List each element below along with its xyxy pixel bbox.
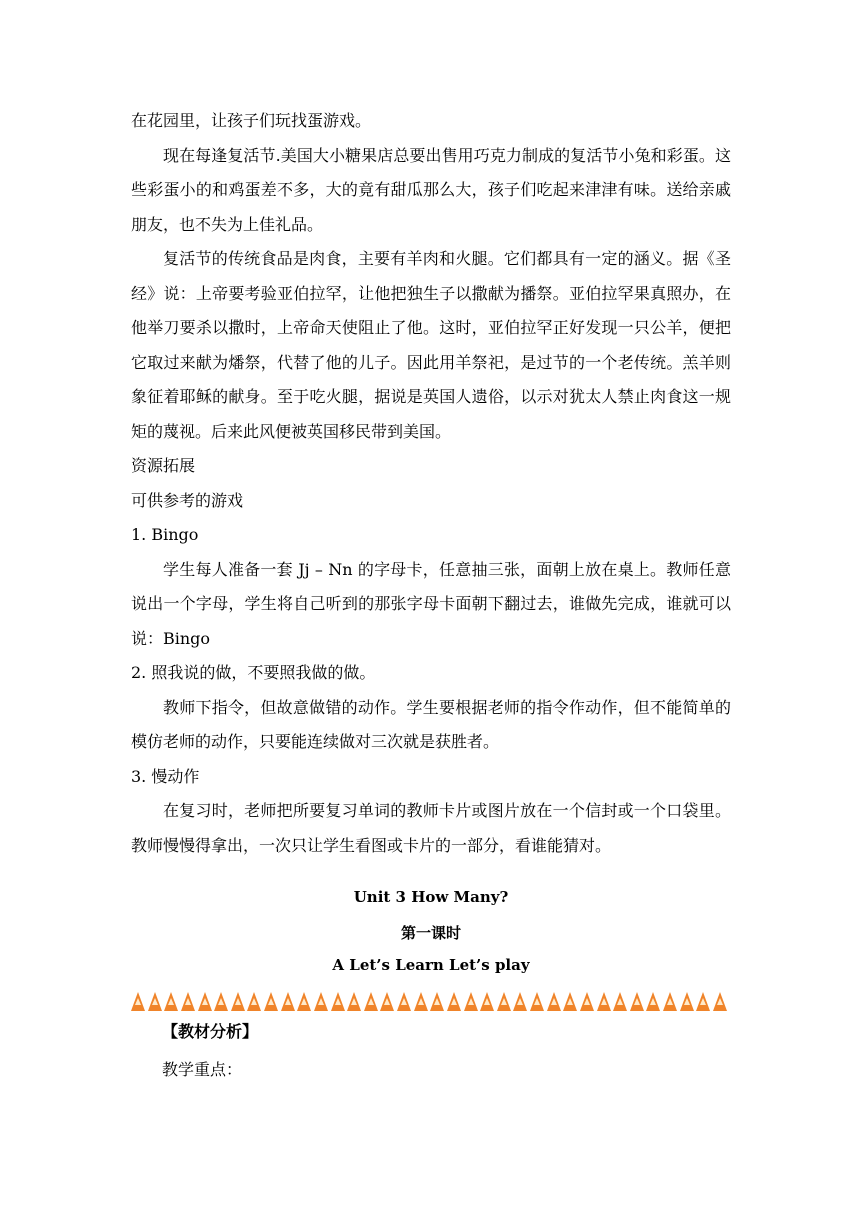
border-triangle	[297, 992, 311, 1011]
border-triangle	[630, 992, 644, 1011]
game2-body: 教师下指令，但故意做错的动作。学生要根据老师的指令作动作，但不能简单的模仿老师的动作，只要能连续做对三次就是获胜者。	[131, 697, 731, 751]
border-triangle	[547, 992, 561, 1011]
section-label-textbook-analysis: 【教材分析】	[162, 1022, 259, 1041]
game3-body: 在复习时，老师把所要复习单词的教师卡片或图片放在一个信封或一个口袋里。教师慢慢得拿出，一次只让学生看图或卡片的一部分，看谁能猜对。	[131, 801, 731, 855]
border-triangle	[231, 992, 245, 1011]
paragraph-easter-candy: 现在每逢复活节.美国大小糖果店总要出售用巧克力制成的复活节小兔和彩蛋。这些彩蛋小的和鸡蛋差不多，大的竟有甜瓜那么大，孩子们吃起来津津有味。送给亲戚朋友，也不失为上佳礼品。	[131, 145, 731, 234]
border-triangle	[131, 992, 145, 1011]
border-triangle	[414, 992, 428, 1011]
border-triangle	[364, 992, 378, 1011]
border-triangle	[164, 992, 178, 1011]
body-text-top	[131, 104, 731, 863]
games-heading: 可供参考的游戏	[131, 490, 244, 510]
border-triangle	[264, 992, 278, 1011]
border-triangle	[347, 992, 361, 1011]
border-triangle	[247, 992, 261, 1011]
border-triangle	[513, 992, 527, 1011]
game2-title: 2. 照我说的做，不要照我做的做。	[131, 663, 376, 682]
border-triangle	[530, 992, 544, 1011]
border-triangle	[380, 992, 394, 1011]
game3-title: 3. 慢动作	[131, 766, 200, 786]
game1-body: 学生每人准备一套 Jj – Nn 的字母卡，任意抽三张，面朝上放在桌上。教师任意说出一个字母，学生将自己听到的那张字母卡面朝下翻过去，谁做先完成，谁就可以说：Bingo	[131, 559, 731, 648]
border-triangle	[397, 992, 411, 1011]
unit-title: Unit 3 How Many?	[353, 888, 509, 906]
border-triangle	[713, 992, 727, 1011]
lesson-title: 第一课时	[400, 924, 461, 942]
border-triangle	[148, 992, 162, 1011]
border-triangle	[663, 992, 677, 1011]
border-triangle	[563, 992, 577, 1011]
border-triangle	[597, 992, 611, 1011]
border-triangle	[430, 992, 444, 1011]
paragraph-continuation: 在花园里，让孩子们玩找蛋游戏。	[131, 111, 372, 130]
sub-label-key-points: 教学重点：	[162, 1060, 243, 1079]
lesson-subtitle: A Let’s Learn Let’s play	[332, 956, 530, 974]
border-triangle	[314, 992, 328, 1011]
border-triangle	[497, 992, 511, 1011]
border-triangle	[198, 992, 212, 1011]
border-triangle	[646, 992, 660, 1011]
border-triangle	[447, 992, 461, 1011]
border-triangle	[331, 992, 345, 1011]
border-triangle	[281, 992, 295, 1011]
paragraph-easter-food: 复活节的传统食品是肉食，主要有羊肉和火腿。它们都具有一定的涵义。据《圣经》说：上帝要考验亚伯拉罕，让他把独生子以撒献为播祭。亚伯拉罕果真照办，在他举刀要杀以撒时，上帝命天使阻止了他。这时，亚伯拉罕正好发现一只公羊，便把它取过来献为燔祭，代替了他的儿子。因此用羊祭祀，是过节的一个老传统。羔羊则象征着耶稣的献身。至于吃火腿，据说是英国人遗俗，以示对犹太人禁止肉食这一规矩的蔑视。后来此风便被英国移民带到美国。	[131, 249, 731, 441]
decorative-border	[131, 991, 727, 1011]
resources-heading: 资源拓展	[131, 456, 196, 475]
game1-title: 1. Bingo	[131, 525, 199, 544]
border-triangle	[464, 992, 478, 1011]
border-triangle	[580, 992, 594, 1011]
border-triangle	[613, 992, 627, 1011]
border-triangle	[181, 992, 195, 1011]
border-triangle	[214, 992, 228, 1011]
border-triangle	[680, 992, 694, 1011]
border-triangle	[480, 992, 494, 1011]
border-triangle	[696, 992, 710, 1011]
